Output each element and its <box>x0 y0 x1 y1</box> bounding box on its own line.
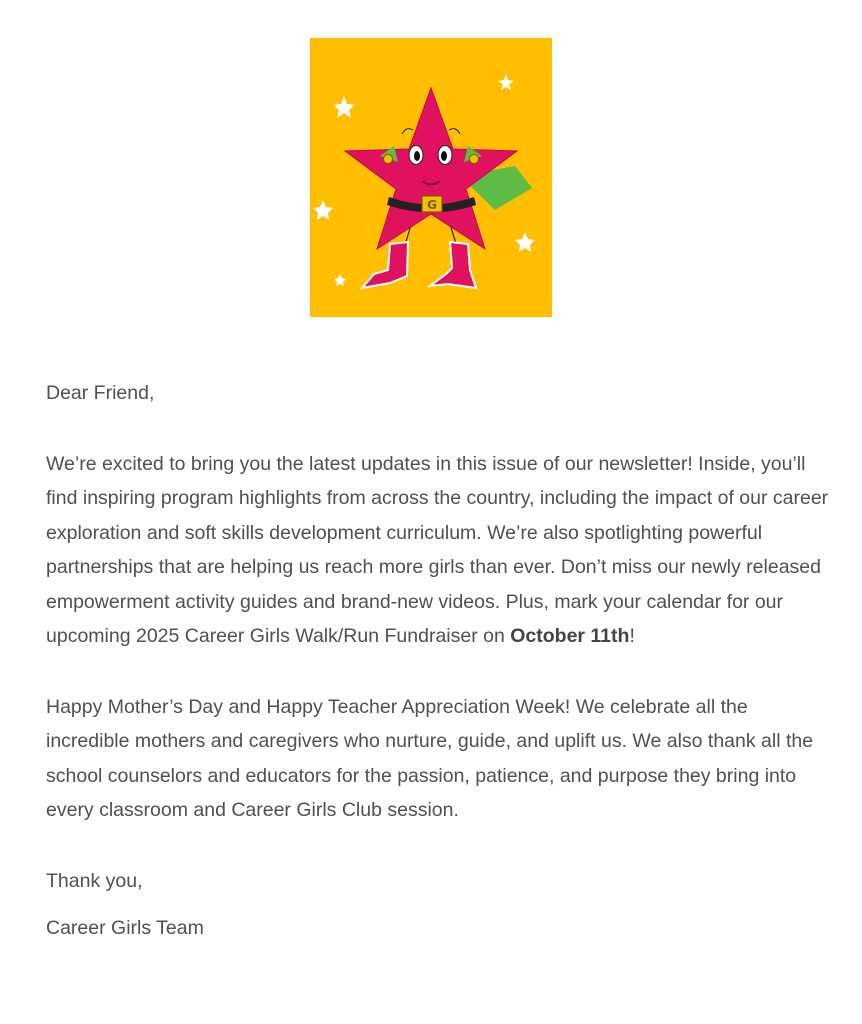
intro-end: ! <box>629 625 635 647</box>
greeting: Dear Friend, <box>46 382 155 404</box>
star-mascot-illustration <box>310 38 552 317</box>
celebration-paragraph: Happy Mother’s Day and Happy Teacher Appreciation Week! We celebrate all the incredible mothers and caregivers who nurture, guide, and uplift us. We also thank all the school counselors and educators for the passion, patience, and purpose they bring into every classroom and Career Girls Club session. <box>46 695 814 821</box>
intro-text: We’re excited to bring you the latest updates in this issue of our newsletter! Inside, you’ll find inspiring program highlights from across the country, including the impact of our career exploration and soft skills development curriculum. We’re also spotlighting powerful partnerships that are helping us reach more girls than ever. Don’t miss our newly released empowerment activity guides and brand-new videos. Plus, mark your calendar for our upcoming 2025 Career Girls Walk/Run Fundraiser on <box>46 452 829 647</box>
hero-image <box>310 38 552 317</box>
signoff: Thank you, <box>46 869 143 892</box>
buckle-letter: G <box>427 198 437 212</box>
email-body <box>46 376 836 946</box>
event-date: October 11th <box>510 625 630 647</box>
signature: Career Girls Team <box>46 917 204 939</box>
intro-paragraph <box>46 447 836 654</box>
